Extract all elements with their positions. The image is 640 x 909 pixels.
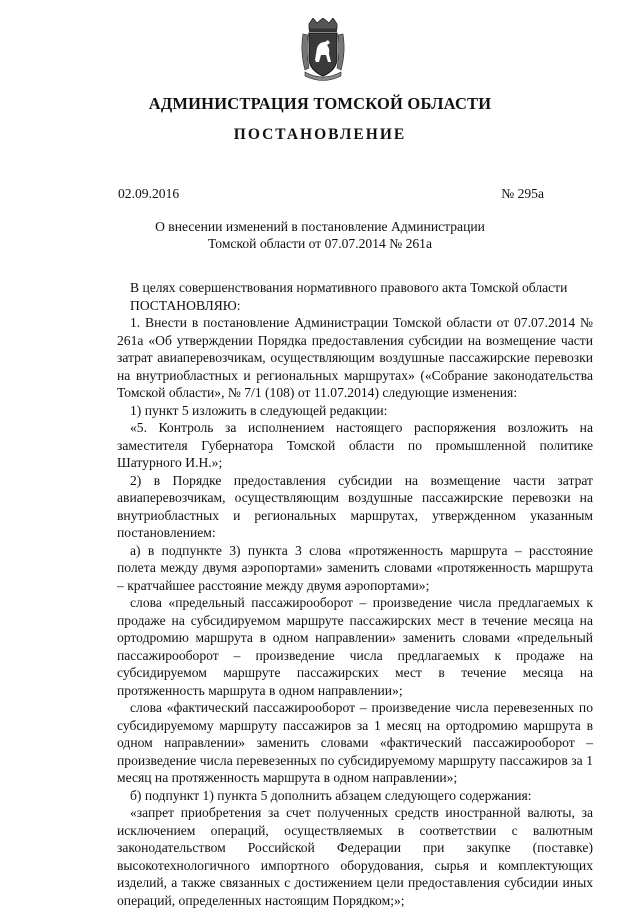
document-type: ПОСТАНОВЛЕНИЕ — [233, 126, 407, 143]
tomsk-coat-of-arms-icon — [299, 18, 347, 84]
title-line-1: О внесении изменений в постановление Администрации — [155, 219, 485, 234]
paragraph-point-5: «5. Контроль за исполнением настоящего распоряжения возложить на заместителя Губернатора Томской области по промышленной политике Шатурного И.Н.»; — [117, 420, 593, 470]
paragraph-item-1: 1. Внести в постановление Администрации Томской области от 07.07.2014 № 261а «Об утверждении Порядка предоставления субсидии на возмещение части затрат авиаперевозчикам, осуществляющим воздушные пассажирские перевозки на внутриобластных и региональных маршрутах» («Собрание законодательства Томской области», № 7/1 (108) от 11.07.2014) следующие изменения: — [117, 315, 593, 400]
paragraph-currency-ban: «запрет приобретения за счет полученных средств иностранной валюты, за исключением операций, осуществляемых в соответствии с валютным законодательством Российской Федерации при закупке (поставке) высокотехнологичного импортного оборудования, сырья и комплектующих изделий, а также связанных с достижением цели предоставления субсидии иных операций, определенных настоящим Порядком;»; — [117, 805, 593, 908]
document-body — [117, 279, 593, 909]
paragraph-max-passenger-turnover: слова «предельный пассажирооборот – произведение числа предлагаемых к продаже на субсидируемом маршруте пассажирских мест в течение месяца на ортодромию маршрута в одном направлении» заменить словами «предельный пассажирооборот – произведение числа предлагаемых к продаже на субсидируемом маршруте пассажирских мест в течение месяца на протяженность маршрута в одном направлении»; — [117, 595, 593, 698]
document-number: № 295а — [501, 186, 544, 201]
paragraph-subitem-b: б) подпункт 1) пункта 5 дополнить абзацем следующего содержания: — [130, 787, 532, 803]
paragraph-subitem-2: 2) в Порядке предоставления субсидии на возмещение части затрат авиаперевозчикам, осуществляющим воздушные пассажирские перевозки на внутриобластных и региональных маршрутах, утвержденном указанным постановлением: — [117, 472, 593, 540]
title-line-2: Томской области от 07.07.2014 № 261а — [208, 236, 432, 251]
paragraph-preamble: В целях совершенствования нормативного правового акта Томской области — [130, 280, 568, 295]
document-date: 02.09.2016 — [118, 186, 180, 201]
paragraph-actual-passenger-turnover: слова «фактический пассажирооборот – произведение числа перевезенных по субсидируемому маршруту пассажиров за 1 месяц на ортодромию маршрута в одном направлении» заменить словами «фактический пассажирооборот – произведение числа перевезенных по субсидируемому маршруту пассажиров за 1 месяц на протяженность маршрута в одном направлении»; — [117, 700, 593, 785]
document-title — [0, 218, 640, 252]
paragraph-decree: ПОСТАНОВЛЯЮ: — [130, 297, 241, 313]
paragraph-subitem-1: 1) пункт 5 изложить в следующей редакции: — [130, 402, 388, 418]
organization-name: АДМИНИСТРАЦИЯ ТОМСКОЙ ОБЛАСТИ — [148, 94, 492, 113]
paragraph-subitem-a: а) в подпункте 3) пункта 3 слова «протяженность маршрута – расстояние полета между двумя аэропортами» заменить словами «протяженность маршрута – кратчайшее расстояние между двумя аэропортами»; — [117, 542, 593, 593]
